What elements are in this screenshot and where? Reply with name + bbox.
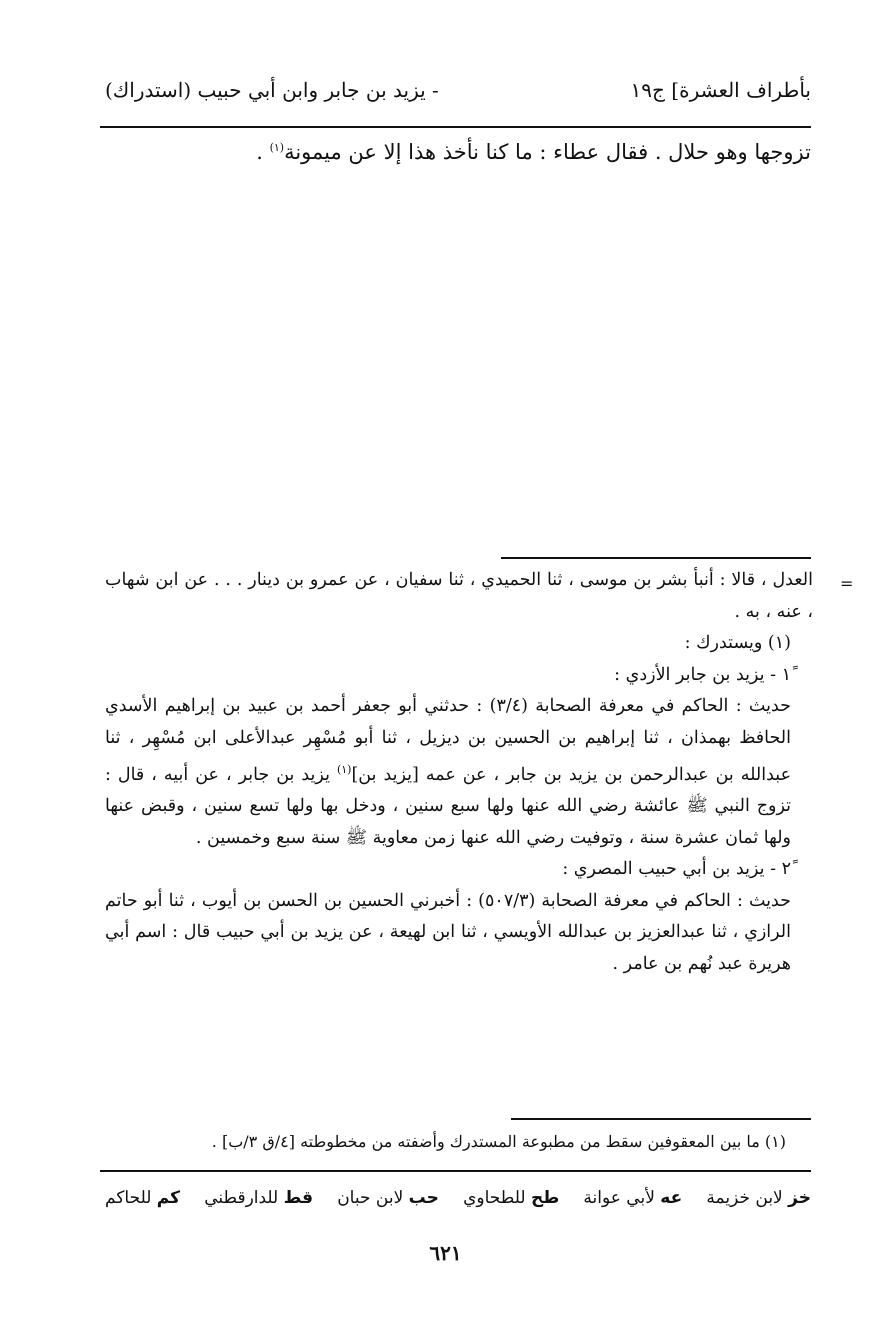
notes-block xyxy=(105,565,813,980)
footnote-ref: (١) xyxy=(269,141,285,154)
note-heading: (١) ويستدرك : xyxy=(684,633,791,653)
abbr-qt: قط للدارقطني xyxy=(204,1188,313,1208)
abbr-ah: عه لأبي عوانة xyxy=(583,1188,683,1208)
notes-separator xyxy=(501,557,811,559)
note-continuation: العدل ، قالا : أنبأ بشر بن موسى ، ثنا الحميدي ، ثنا سفيان ، عن عمرو بن دينار . . . عن ابن شهاب ، عنه ، به . xyxy=(105,570,813,622)
abbreviation-key xyxy=(105,1188,811,1208)
header-title: بأطراف العشرة] ج١٩ xyxy=(630,78,811,102)
main-text xyxy=(105,140,811,164)
page-number: ٦٢١ xyxy=(429,1241,462,1265)
note-item-1-text-a: حديث : الحاكم في معرفة الصحابة (٣/٤) : حدثني أبو جعفر أحمد بن عبيد بن إبراهيم الأسدي الحافظ بهمذان ، ثنا إبراهيم بن الحسين بن ديزيل ، ثنا أبو مُسْهِر عبدالأعلى ابن مُسْهِر ، ثنا عبدالله بن عبدالرحمن بن يزيد بن جابر ، عن عمه [يزيد بن] xyxy=(105,696,792,785)
main-text-end: . xyxy=(256,140,270,164)
note-item-1-hadith xyxy=(105,691,813,854)
note-item-1-text-b: يزيد بن جابر ، عن أبيه ، قال : تزوج النبي ﷺ عائشة رضي الله عنها ولها سبع سنين ، ودخل بها ولها تسع سنين ، وقبض عنها ولها ثمان عشرة سنة ، وتوفيت رضي الله عنها زمن معاوية ﷺ سنة سبع وخمسين . xyxy=(105,764,791,848)
abbr-km: كم للحاكم xyxy=(105,1188,181,1208)
abbr-hb: حب لابن حبان xyxy=(337,1188,439,1208)
note-item-1-title: ١ً - يزيد بن جابر الأزدي : xyxy=(614,664,791,685)
continuation-marker: = xyxy=(840,574,854,593)
footnote-separator xyxy=(511,1118,811,1120)
running-header xyxy=(105,78,811,118)
abbreviation-rule xyxy=(100,1170,811,1172)
footnote: (١) ما بين المعقوفين سقط من مطبوعة المستدرك وأضفته من مخطوطته [٤/ق ٣/ب] . xyxy=(211,1132,786,1151)
abbr-khz: خز لابن خزيمة xyxy=(706,1188,811,1208)
footnote-ref: (١) xyxy=(336,763,352,776)
abbr-th: طح للطحاوي xyxy=(463,1188,560,1208)
header-rule xyxy=(100,126,811,128)
note-item-2-hadith: حديث : الحاكم في معرفة الصحابة (٥٠٧/٣) : أخبرني الحسين بن الحسن بن أيوب ، ثنا أبو حاتم الرازي ، ثنا عبدالعزيز بن عبدالله الأويسي ، ثنا ابن لهيعة ، عن يزيد بن أبي حبيب قال : اسم أبي هريرة عبد نُهم بن عامر . xyxy=(105,890,791,974)
header-section: - يزيد بن جابر وابن أبي حبيب (استدراك) xyxy=(105,78,439,102)
note-item-2-title: ٢ً - يزيد بن أبي حبيب المصري : xyxy=(562,859,791,880)
main-text-body: تزوجها وهو حلال . فقال عطاء : ما كنا نأخذ هذا إلا عن ميمونة xyxy=(284,140,811,164)
